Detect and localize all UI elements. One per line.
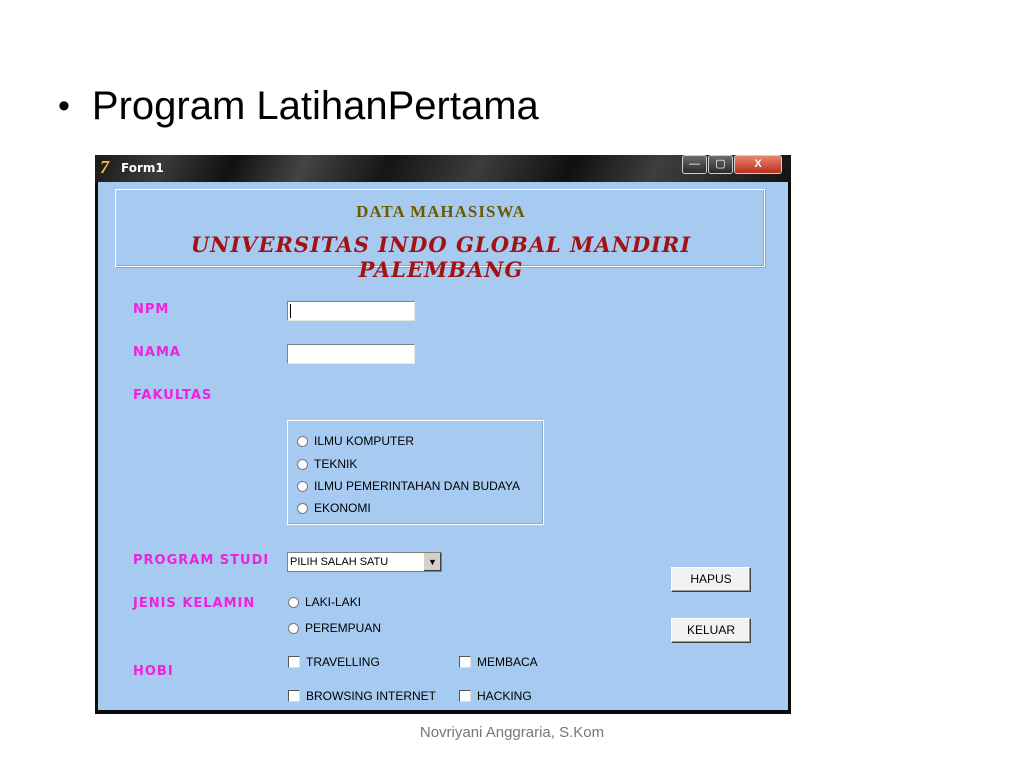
radio-circle-icon <box>288 597 299 608</box>
checkbox-browsing-internet[interactable]: BROWSING INTERNET <box>288 689 436 703</box>
radio-teknik[interactable]: TEKNIK <box>297 457 357 471</box>
checkbox-hacking[interactable]: HACKING <box>459 689 532 703</box>
keluar-button[interactable]: KELUAR <box>671 618 751 643</box>
radio-perempuan[interactable]: PEREMPUAN <box>288 621 381 635</box>
fakultas-radio-group <box>287 420 544 525</box>
hapus-button[interactable]: HAPUS <box>671 567 751 592</box>
slide-footer <box>0 724 1024 741</box>
npm-input[interactable] <box>287 301 415 321</box>
close-button[interactable]: X <box>734 155 782 174</box>
radio-circle-icon <box>297 481 308 492</box>
radio-circle-icon <box>297 459 308 470</box>
radio-ekonomi[interactable]: EKONOMI <box>297 501 371 515</box>
radio-circle-icon <box>288 623 299 634</box>
checkbox-icon <box>459 690 471 702</box>
program-studi-label: PROGRAM STUDI <box>133 553 270 568</box>
jenis-kelamin-label: JENIS KELAMIN <box>133 596 256 611</box>
program-studi-select[interactable] <box>287 552 442 572</box>
nama-input[interactable] <box>287 344 415 364</box>
header-title: DATA MAHASISWA <box>356 202 526 221</box>
radio-laki-laki[interactable]: LAKI-LAKI <box>288 595 361 609</box>
footer-author: Novriyani Anggraria, S.Kom <box>419 724 605 741</box>
delphi-app-icon: 7 <box>100 157 109 177</box>
nama-label: NAMA <box>133 345 181 360</box>
chevron-down-icon[interactable]: ▼ <box>423 553 441 571</box>
checkbox-travelling[interactable]: TRAVELLING <box>288 655 380 669</box>
header-panel <box>115 189 765 282</box>
hobi-label: HOBI <box>133 664 174 679</box>
window-titlebar[interactable] <box>95 155 791 182</box>
minimize-button[interactable]: — <box>682 155 707 174</box>
radio-ilmu-komputer[interactable]: ILMU KOMPUTER <box>297 434 414 448</box>
slide-bullet <box>58 84 539 129</box>
window-title: Form1 <box>121 161 164 175</box>
checkbox-icon <box>288 690 300 702</box>
checkbox-icon <box>459 656 471 668</box>
text-caret <box>290 304 291 318</box>
header-subtitle: UNIVERSITAS INDO GLOBAL MANDIRI PALEMBANG <box>190 232 692 282</box>
maximize-button[interactable]: ▢ <box>708 155 733 174</box>
form-client-area <box>98 182 788 710</box>
checkbox-membaca[interactable]: MEMBACA <box>459 655 538 669</box>
radio-ilmu-pemerintahan[interactable]: ILMU PEMERINTAHAN DAN BUDAYA <box>297 479 520 493</box>
program-studi-selected: PILIH SALAH SATU <box>290 556 389 568</box>
fakultas-label: FAKULTAS <box>133 388 213 403</box>
slide-title: Program LatihanPertama <box>91 84 539 128</box>
npm-label: NPM <box>133 302 170 317</box>
checkbox-icon <box>288 656 300 668</box>
radio-circle-icon <box>297 436 308 447</box>
form1-window <box>95 155 791 714</box>
radio-circle-icon <box>297 503 308 514</box>
bullet-icon: • <box>58 87 70 125</box>
